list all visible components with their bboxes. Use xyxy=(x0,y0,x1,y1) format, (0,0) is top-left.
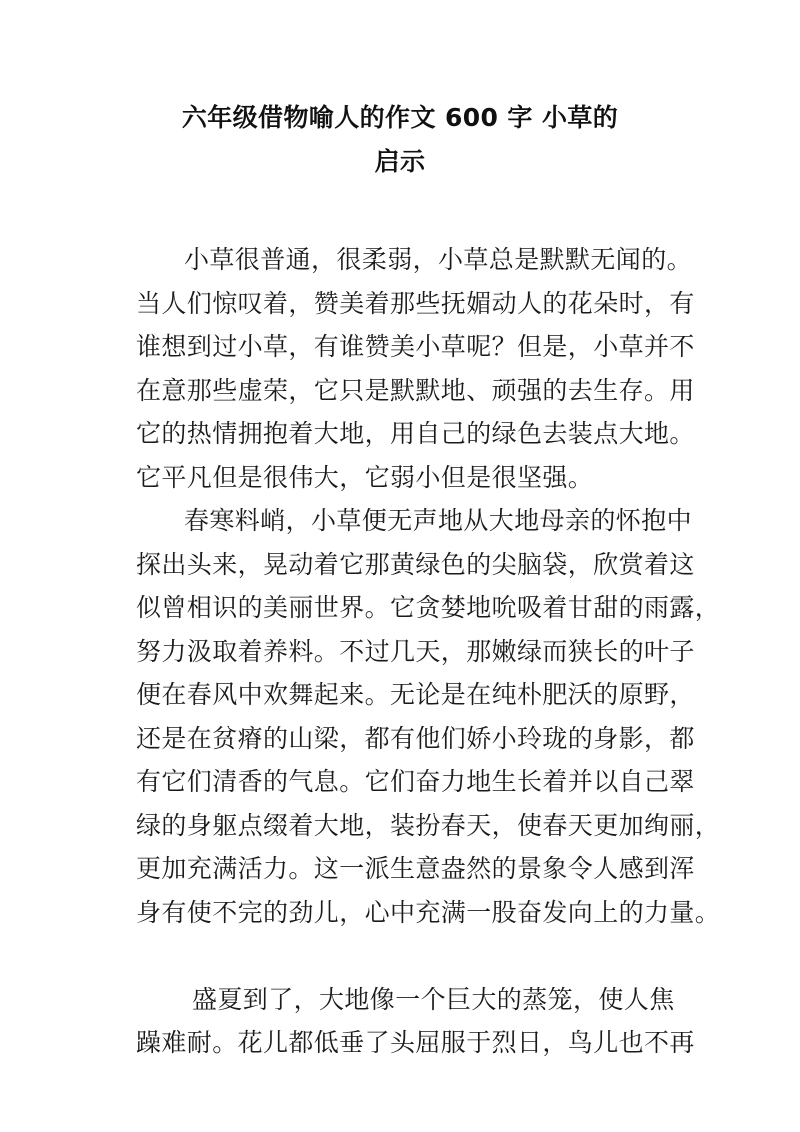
essay-body xyxy=(136,238,721,1065)
page-title xyxy=(100,96,700,183)
paragraph xyxy=(136,238,696,499)
title-line: 启示 xyxy=(374,146,426,176)
paragraph-line: 身有使不完的劲儿，心中充满一股奋发向上的力量。 xyxy=(136,897,721,927)
paragraph-line: 还是在贫瘠的山梁，都有他们娇小玲珑的身影，都 xyxy=(136,723,695,753)
paragraph-line: 绿的身躯点缀着大地，装扮春天，使春天更加绚丽， xyxy=(136,810,721,840)
paragraph-line: 便在春风中欢舞起来。无论是在纯朴肥沃的原野， xyxy=(136,680,695,709)
paragraph-line: 更加充满活力。这一派生意盎然的景象令人感到浑 xyxy=(136,854,695,883)
title-line: 六年级借物喻人的作文 600 字 小草的 xyxy=(181,103,619,132)
paragraph-line: 它平凡但是很伟大，它弱小但是很坚强。 xyxy=(136,462,594,492)
paragraph-line: 探出头来，晃动着它那黄绿色的尖脑袋，欣赏着这 xyxy=(136,549,695,579)
paragraph-line: 努力汲取着养料。不过几天，那嫩绿而狭长的叶子 xyxy=(136,636,695,666)
paragraph-spacer xyxy=(136,934,696,978)
paragraph-line: 在意那些虚荣，它只是默默地、顽强的去生存。用 xyxy=(136,375,695,405)
paragraph-line: 它的热情拥抱着大地，用自己的绿色去装点大地。 xyxy=(136,419,695,448)
paragraph-line: 小草很普通，很柔弱，小草总是默默无闻的。 xyxy=(184,245,693,274)
paragraph xyxy=(136,978,696,1065)
paragraph-line: 躁难耐。花儿都低垂了头屈服于烈日，鸟儿也不再 xyxy=(136,1028,695,1057)
paragraph xyxy=(136,499,721,934)
paragraph-line: 有它们清香的气息。它们奋力地生长着并以自己翠 xyxy=(136,767,695,796)
paragraph-line: 盛夏到了，大地像一个巨大的蒸笼，使人焦 xyxy=(192,984,675,1014)
paragraph-line: 当人们惊叹着，赞美着那些抚媚动人的花朵时，有 xyxy=(136,288,695,318)
paragraph-line: 春寒料峭，小草便无声地从大地母亲的怀抱中 xyxy=(184,506,693,535)
paragraph-line: 似曾相识的美丽世界。它贪婪地吮吸着甘甜的雨露， xyxy=(136,593,721,622)
paragraph-line: 谁想到过小草，有谁赞美小草呢？但是，小草并不 xyxy=(136,332,695,361)
